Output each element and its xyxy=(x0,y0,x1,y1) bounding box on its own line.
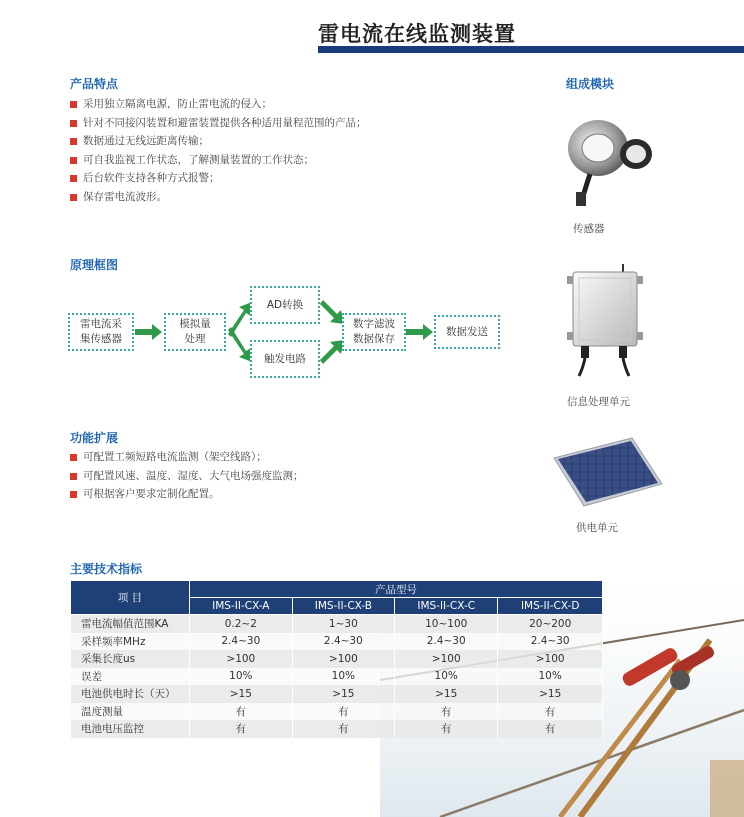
table-cell: 有 xyxy=(292,703,394,721)
list-item: 可配置工频短路电流监测（架空线路）； xyxy=(70,448,304,467)
table-row xyxy=(71,650,603,668)
row-label: 电池供电时长（天） xyxy=(71,685,190,703)
list-item: 后台软件支持各种方式报警； xyxy=(70,169,367,188)
power-unit-caption: 供电单元 xyxy=(576,522,618,534)
arrow-down-right-icon xyxy=(320,300,344,324)
row-label: 误差 xyxy=(71,668,190,686)
item-column-header: 项 目 xyxy=(71,581,190,615)
arrow-right-icon xyxy=(135,324,162,340)
specs-heading: 主要技术指标 xyxy=(70,562,143,576)
row-label: 采集长度us xyxy=(71,650,190,668)
arrow-right-icon xyxy=(406,324,433,340)
table-cell: 有 xyxy=(190,720,293,738)
list-item: 可配置风速、温度、湿度、大气电场强度监测； xyxy=(70,467,304,486)
table-cell: >100 xyxy=(292,650,394,668)
table-cell: 有 xyxy=(498,703,603,721)
table-cell: 2.4~30 xyxy=(190,633,293,651)
list-item: 可根据客户要求定制化配置。 xyxy=(70,485,304,504)
model-group-header: 产品型号 xyxy=(190,581,603,598)
analog-processing-box: 模拟量 处理 xyxy=(164,313,226,351)
table-cell: >100 xyxy=(190,650,293,668)
model-header: IMS-II-CX-A xyxy=(190,598,293,615)
model-header: IMS-II-CX-B xyxy=(292,598,394,615)
expansion-list xyxy=(70,448,304,504)
list-item: 针对不同接闪装置和避雷装置提供各种适用量程范围的产品； xyxy=(70,114,367,133)
row-label: 电池电压监控 xyxy=(71,720,190,738)
arrow-up-right-icon xyxy=(320,340,344,364)
table-cell: 10% xyxy=(498,668,603,686)
data-send-box: 数据发送 xyxy=(434,315,500,349)
table-cell: >15 xyxy=(190,685,293,703)
table-cell: 10% xyxy=(190,668,293,686)
list-item: 保存雷电流波形。 xyxy=(70,188,367,207)
features-list xyxy=(70,95,367,206)
expansion-heading: 功能扩展 xyxy=(70,431,119,445)
processing-unit-caption: 信息处理单元 xyxy=(567,396,630,408)
arrow-down-right-icon xyxy=(228,327,252,362)
trigger-circuit-box: 触发电路 xyxy=(250,340,320,378)
table-row xyxy=(71,685,603,703)
specs-table xyxy=(71,581,603,738)
table-cell: 有 xyxy=(190,703,293,721)
table-cell: >15 xyxy=(395,685,498,703)
list-item: 数据通过无线远距离传输； xyxy=(70,132,367,151)
table-row xyxy=(71,633,603,651)
table-cell: 2.4~30 xyxy=(292,633,394,651)
table-row xyxy=(71,720,603,738)
solar-panel-image xyxy=(548,432,668,512)
model-header: IMS-II-CX-D xyxy=(498,598,603,615)
table-cell: >15 xyxy=(498,685,603,703)
table-cell: 10~100 xyxy=(395,615,498,633)
model-header: IMS-II-CX-C xyxy=(395,598,498,615)
table-cell: >100 xyxy=(395,650,498,668)
sensor-box: 雷电流采 集传感器 xyxy=(68,313,134,351)
table-cell: 20~200 xyxy=(498,615,603,633)
table-cell: 有 xyxy=(292,720,394,738)
table-cell: 2.4~30 xyxy=(395,633,498,651)
principle-heading: 原理框图 xyxy=(70,258,119,272)
table-cell: 2.4~30 xyxy=(498,633,603,651)
sensor-caption: 传感器 xyxy=(573,223,605,235)
filter-storage-box: 数字滤波 数据保存 xyxy=(342,313,406,351)
list-item: 采用独立隔离电源，防止雷电流的侵入； xyxy=(70,95,367,114)
table-row xyxy=(71,703,603,721)
features-heading: 产品特点 xyxy=(70,77,119,91)
sensor-coil-image xyxy=(560,112,660,212)
table-cell: 10% xyxy=(292,668,394,686)
row-label: 雷电流幅值范围KA xyxy=(71,615,190,633)
row-label: 采样频率MHz xyxy=(71,633,190,651)
table-cell: >15 xyxy=(292,685,394,703)
table-cell: 有 xyxy=(395,703,498,721)
page-title: 雷电流在线监测装置 xyxy=(318,22,516,46)
table-cell: 有 xyxy=(395,720,498,738)
modules-heading: 组成模块 xyxy=(566,77,615,91)
principle-block-diagram xyxy=(68,282,508,382)
table-cell: 1~30 xyxy=(292,615,394,633)
list-item: 可自我监视工作状态，了解测量装置的工作状态； xyxy=(70,151,367,170)
table-cell: 10% xyxy=(395,668,498,686)
table-cell: 有 xyxy=(498,720,603,738)
table-cell: >100 xyxy=(498,650,603,668)
row-label: 温度测量 xyxy=(71,703,190,721)
processing-box-image xyxy=(565,262,645,382)
table-row xyxy=(71,615,603,633)
table-row xyxy=(71,668,603,686)
title-bar xyxy=(318,46,744,53)
table-cell: 0.2~2 xyxy=(190,615,293,633)
ad-conversion-box: AD转换 xyxy=(250,286,320,324)
